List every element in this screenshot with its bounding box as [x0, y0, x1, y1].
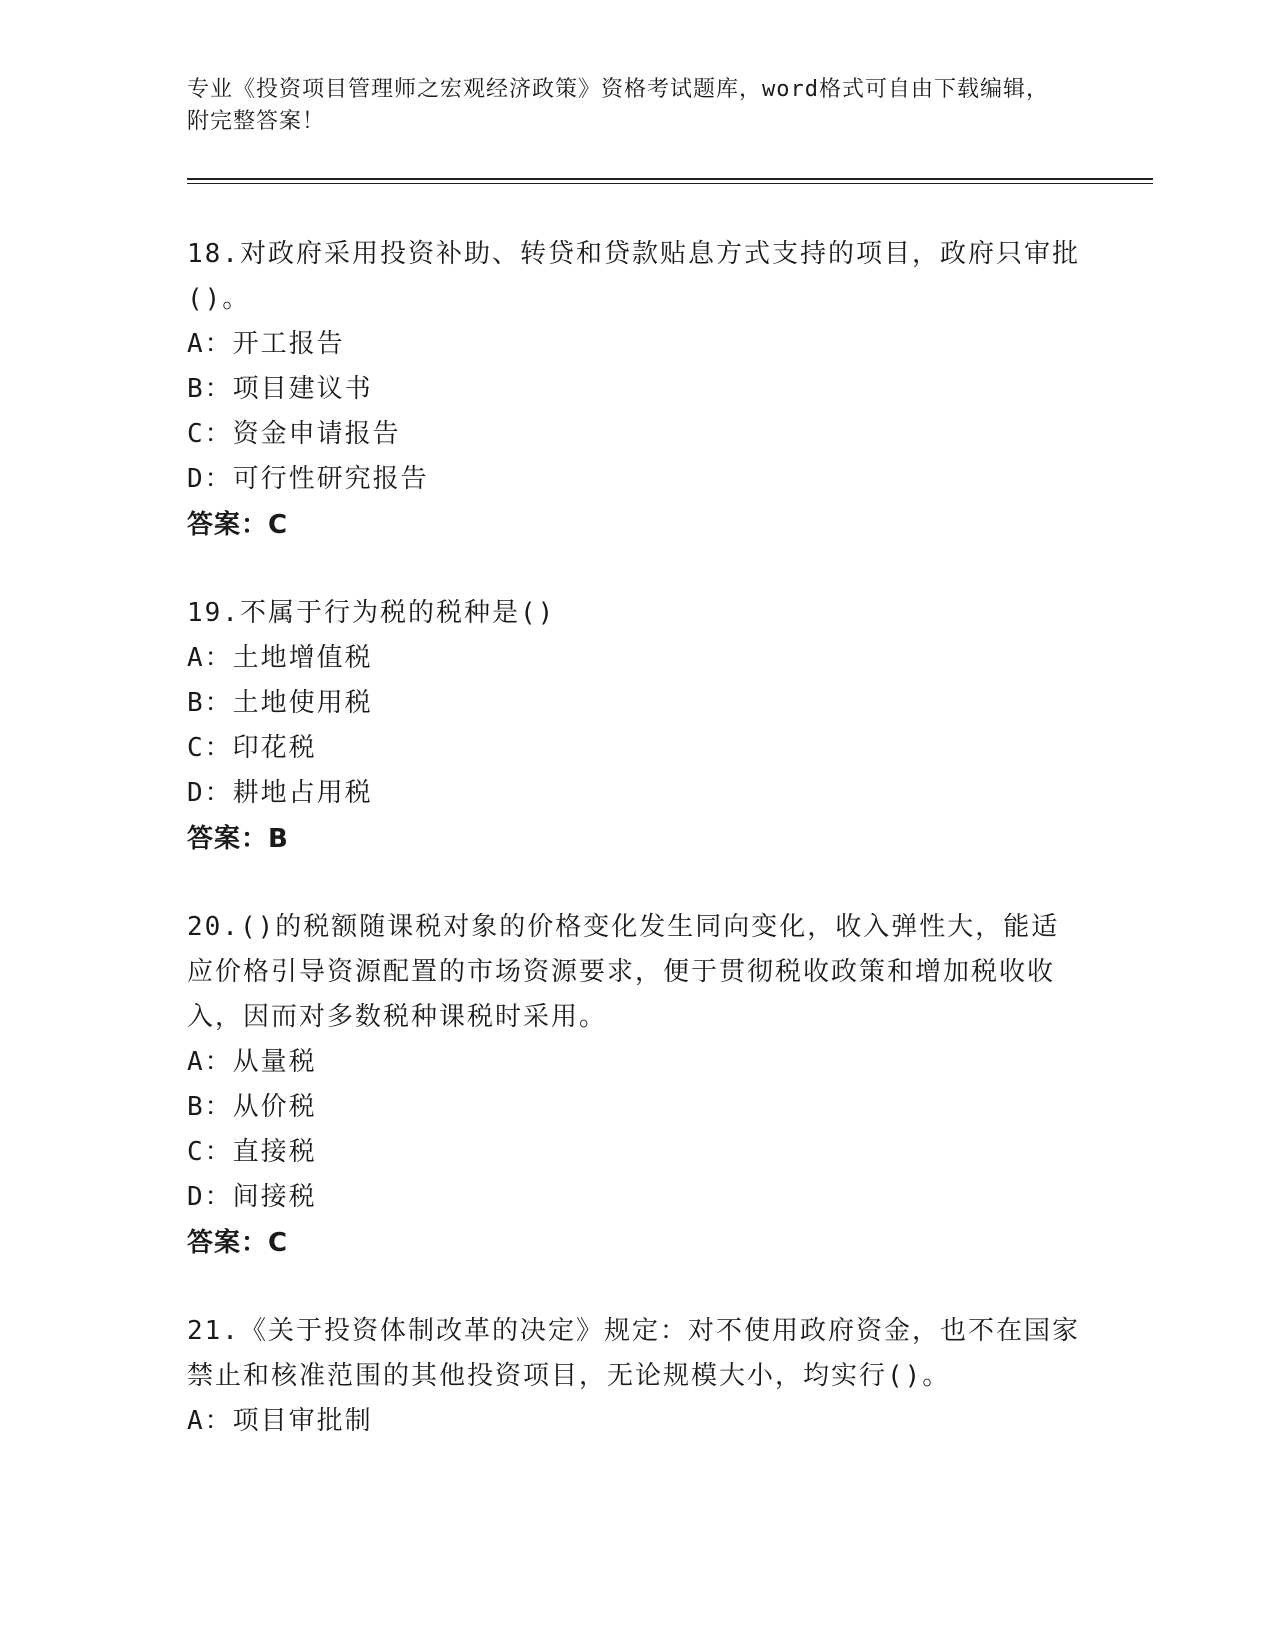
option-a: A：开工报告: [187, 329, 345, 359]
answer-line: 答案：B: [187, 824, 289, 854]
question-stem: 18.对政府采用投资补助、转贷和贷款贴息方式支持的项目，政府只审批()。: [187, 239, 1080, 314]
answer-line: 答案：C: [187, 1228, 289, 1258]
question-19: [187, 591, 1087, 862]
question-stem: 19.不属于行为税的税种是(): [187, 598, 556, 628]
option-b: B：项目建议书: [187, 374, 373, 404]
question-18: [187, 232, 1087, 548]
option-d: D：间接税: [187, 1182, 317, 1212]
question-stem: 21.《关于投资体制改革的决定》规定：对不使用政府资金，也不在国家禁止和核准范围的其他投资项目，无论规模大小，均实行()。: [187, 1316, 1080, 1391]
answer-line: 答案：C: [187, 510, 289, 540]
option-a: A：从量税: [187, 1047, 317, 1077]
option-d: D：可行性研究报告: [187, 464, 429, 494]
option-c: C：印花税: [187, 733, 317, 763]
header-divider-thin: [187, 183, 1153, 184]
option-b: B：从价税: [187, 1092, 317, 1122]
question-21: [187, 1309, 1087, 1444]
option-c: C：直接税: [187, 1137, 317, 1167]
option-c: C：资金申请报告: [187, 419, 401, 449]
question-stem: 20.()的税额随课税对象的价格变化发生同向变化，收入弹性大，能适应价格引导资源配置的市场资源要求，便于贯彻税收政策和增加税收收入，因而对多数税种课税时采用。: [187, 912, 1060, 1032]
option-a: A：项目审批制: [187, 1406, 373, 1436]
option-b: B：土地使用税: [187, 688, 373, 718]
question-list: [187, 232, 1087, 1444]
question-20: [187, 905, 1087, 1266]
header-divider: [187, 178, 1153, 180]
option-a: A：土地增值税: [187, 643, 373, 673]
option-d: D：耕地占用税: [187, 778, 373, 808]
document-header: 专业《投资项目管理师之宏观经济政策》资格考试题库，word格式可自由下载编辑，附完整答案！: [187, 77, 1049, 134]
